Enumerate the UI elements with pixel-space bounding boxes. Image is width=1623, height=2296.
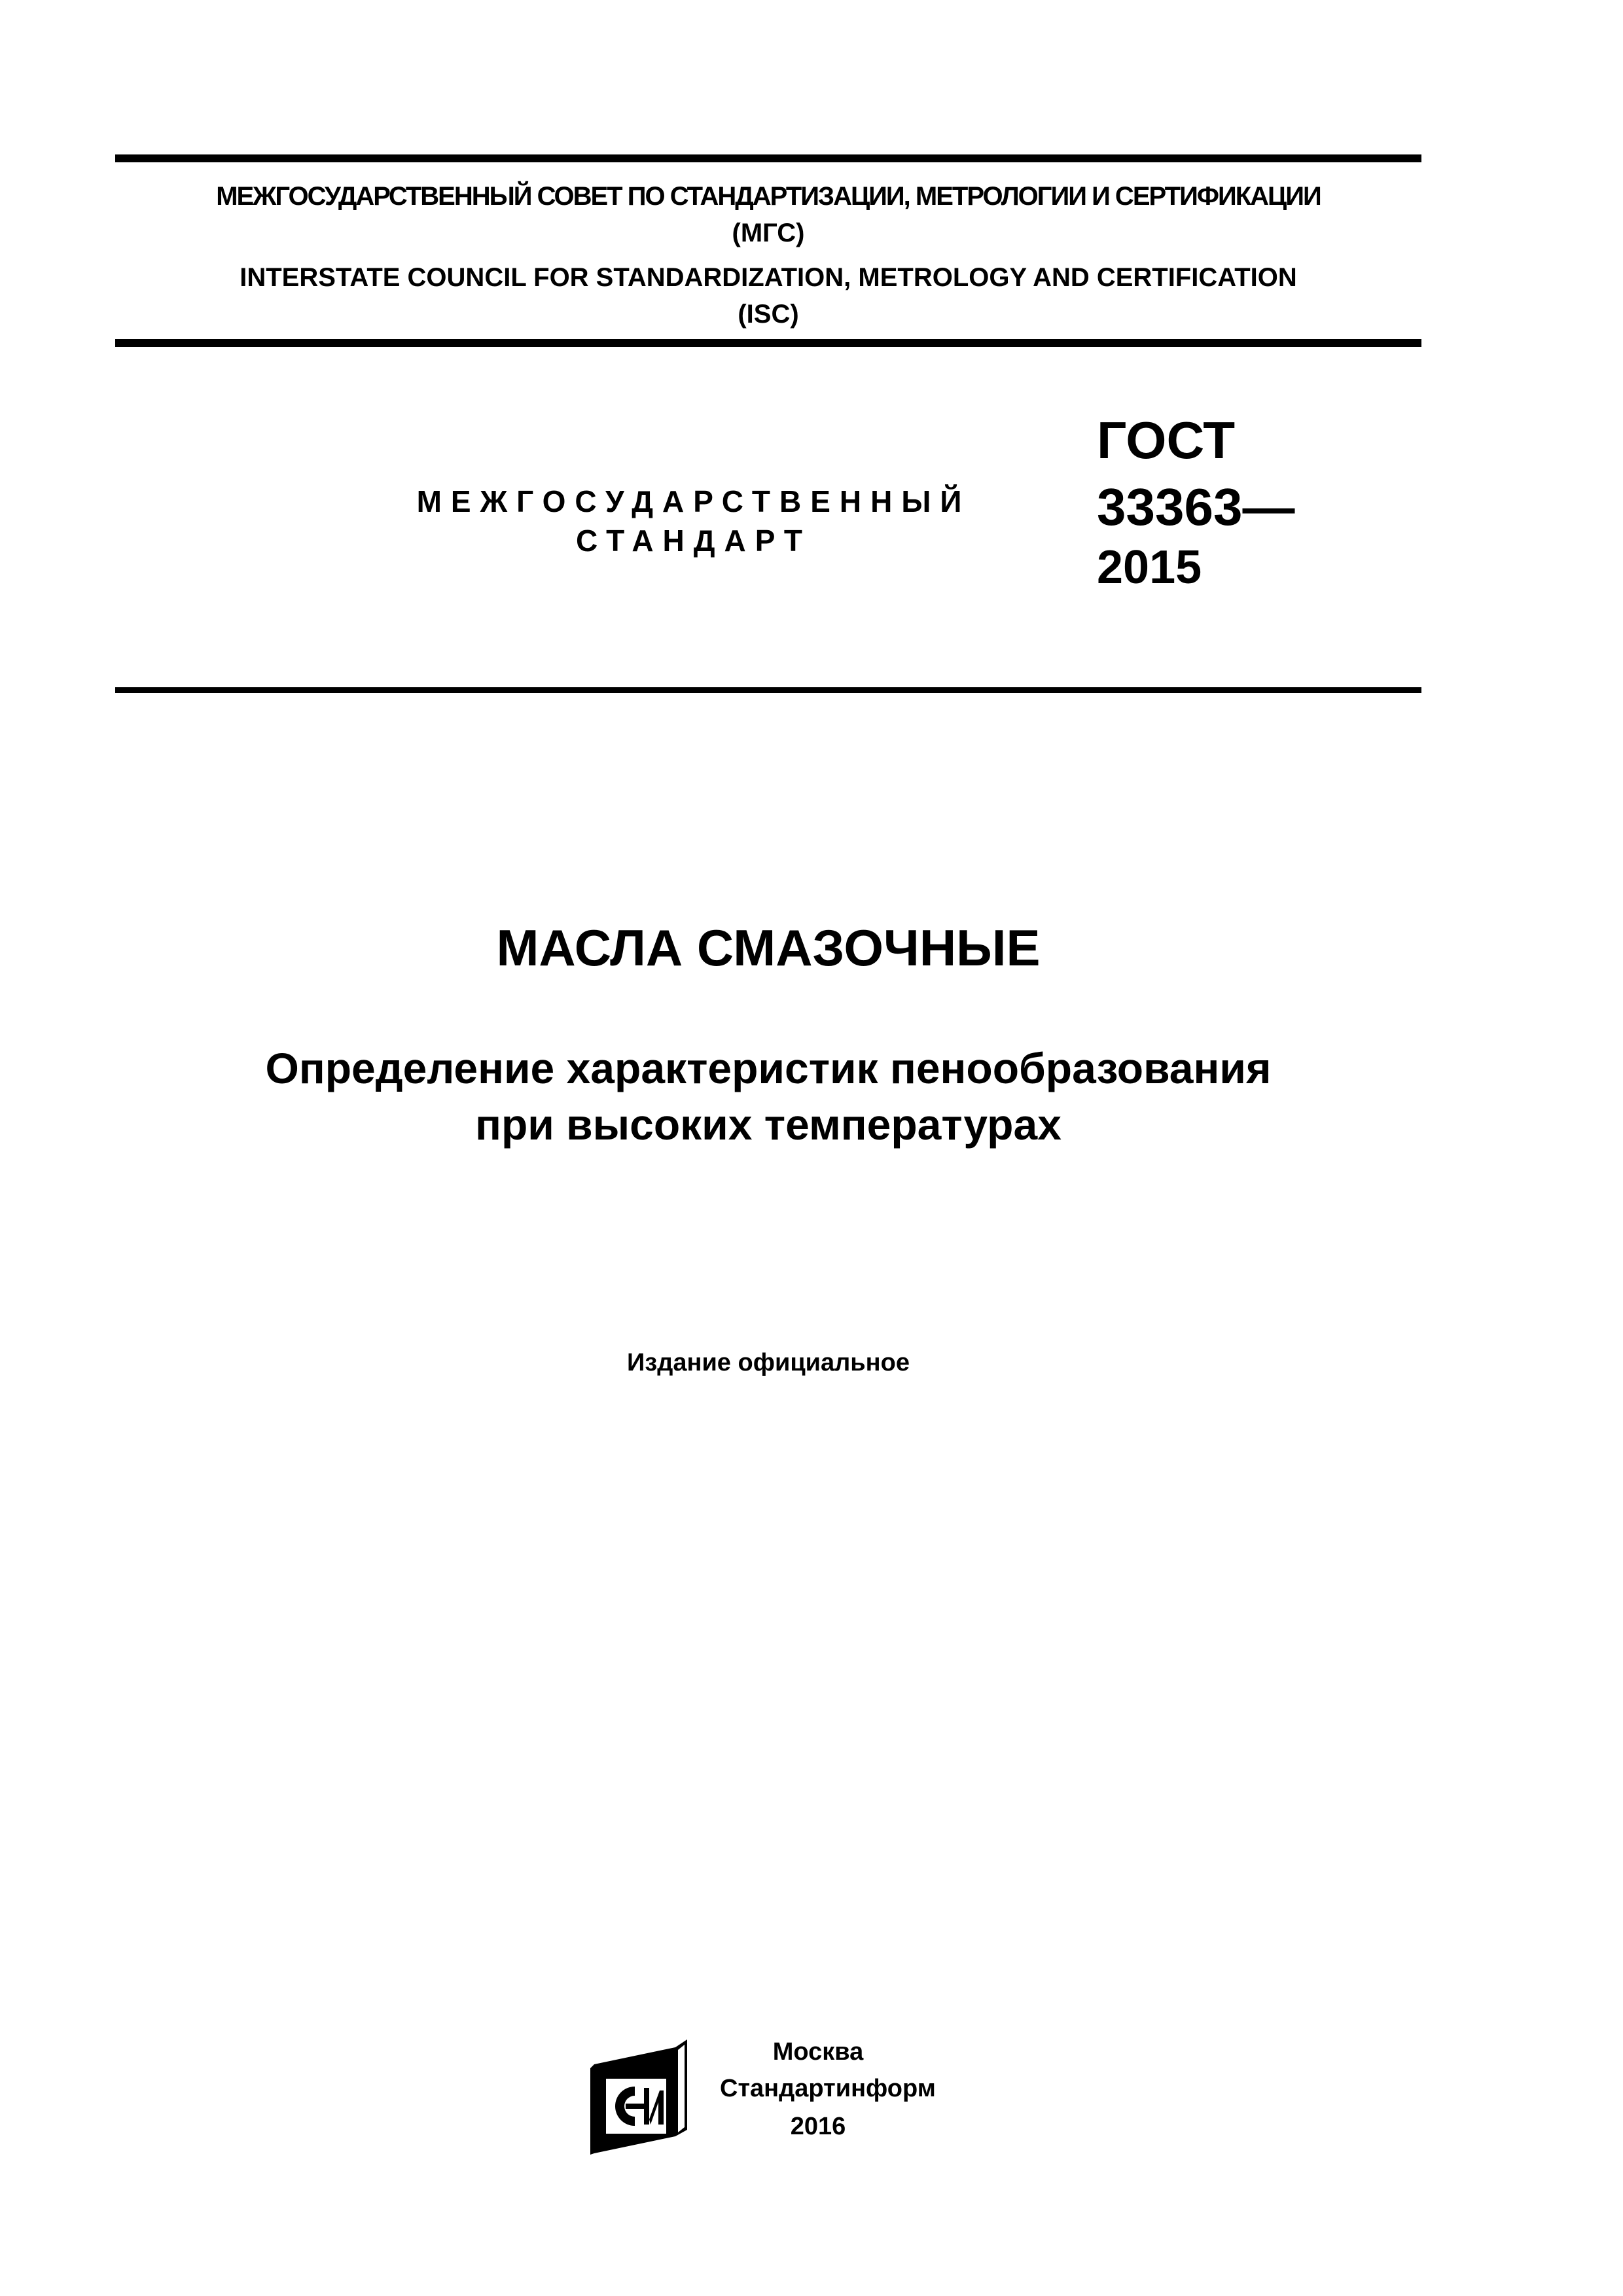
publisher-name: Стандартинформ (720, 2075, 936, 2102)
gost-label: ГОСТ (1097, 411, 1236, 469)
council-name-ru: МЕЖГОСУДАРСТВЕННЫЙ СОВЕТ ПО СТАНДАРТИЗАЦИИ, МЕТРОЛОГИИ И СЕРТИФИКАЦИИ (216, 182, 1321, 211)
publisher-year: 2016 (790, 2113, 846, 2140)
edition-label: Издание официальное (627, 1349, 910, 1376)
header-bottom-rule (115, 339, 1421, 347)
standard-type-line2: СТАНДАРТ (576, 524, 812, 558)
publisher-city: Москва (772, 2038, 864, 2066)
standartinform-logo-icon (589, 2038, 688, 2155)
council-abbr-ru: (МГС) (732, 219, 805, 247)
document-subtitle-line2: при высоких температурах (475, 1100, 1061, 1149)
top-rule (115, 154, 1421, 162)
council-name-en: INTERSTATE COUNCIL FOR STANDARDIZATION, METROLOGY AND CERTIFICATION (240, 263, 1297, 292)
gost-year: 2015 (1097, 541, 1202, 594)
document-title: МАСЛА СМАЗОЧНЫЕ (496, 919, 1041, 977)
standard-bottom-rule (115, 687, 1421, 693)
standard-type-line1: МЕЖГОСУДАРСТВЕННЫЙ (416, 484, 971, 518)
document-subtitle-line1: Определение характеристик пенообразования (265, 1044, 1272, 1092)
gost-number: 33363— (1097, 478, 1295, 536)
council-abbr-en: (ISC) (738, 300, 799, 329)
